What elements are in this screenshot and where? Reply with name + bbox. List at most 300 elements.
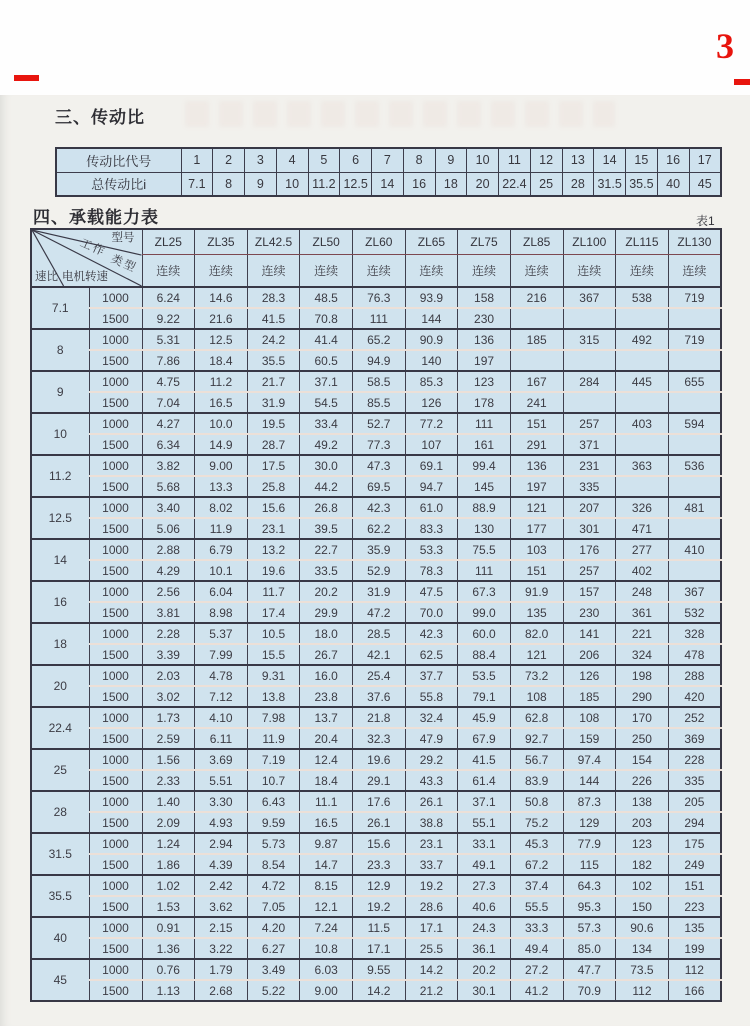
speed-ratio-cell: 11.2	[31, 455, 89, 497]
capacity-data-row	[31, 434, 721, 455]
capacity-value-cell: 10.8	[300, 938, 353, 959]
capacity-value-cell: 481	[668, 497, 721, 518]
capacity-data-row	[31, 770, 721, 791]
transmission-ratio-table	[55, 147, 722, 197]
page-number-fragment: 3	[716, 26, 734, 66]
motor-speed-cell: 1000	[89, 287, 142, 308]
speed-ratio-cell: 16	[31, 581, 89, 623]
capacity-data-row	[31, 623, 721, 644]
capacity-value-cell: 26.1	[405, 791, 458, 812]
capacity-value-cell: 206	[563, 644, 616, 665]
ratio-code-row	[56, 148, 721, 172]
capacity-value-cell: 39.5	[300, 518, 353, 539]
capacity-value-cell: 57.3	[563, 917, 616, 938]
motor-speed-cell: 1000	[89, 581, 142, 602]
capacity-value-cell: 31.9	[247, 392, 300, 413]
capacity-value-cell: 60.5	[300, 350, 353, 371]
capacity-value-cell: 315	[563, 329, 616, 350]
capacity-value-cell: 141	[563, 623, 616, 644]
capacity-value-cell: 1.02	[142, 875, 195, 896]
capacity-value-cell: 29.2	[405, 749, 458, 770]
capacity-value-cell: 221	[616, 623, 669, 644]
capacity-value-cell: 85.3	[405, 371, 458, 392]
capacity-data-row	[31, 518, 721, 539]
capacity-value-cell: 176	[563, 539, 616, 560]
capacity-value-cell: 77.9	[563, 833, 616, 854]
capacity-value-cell	[668, 518, 721, 539]
capacity-data-row	[31, 749, 721, 770]
capacity-value-cell: 532	[668, 602, 721, 623]
capacity-value-cell: 78.3	[405, 560, 458, 581]
duty-type-cell: 连续	[510, 254, 563, 287]
motor-speed-cell: 1000	[89, 539, 142, 560]
capacity-data-row	[31, 707, 721, 728]
capacity-value-cell: 37.7	[405, 665, 458, 686]
motor-speed-cell: 1500	[89, 476, 142, 497]
capacity-value-cell: 420	[668, 686, 721, 707]
capacity-value-cell: 67.9	[458, 728, 511, 749]
capacity-value-cell: 3.62	[195, 896, 248, 917]
corner-label-work-type-line1: 工作	[78, 237, 108, 260]
capacity-value-cell: 61.0	[405, 497, 458, 518]
total-ratio-cell: 40	[657, 172, 689, 196]
capacity-value-cell: 1.53	[142, 896, 195, 917]
capacity-value-cell: 47.2	[353, 602, 406, 623]
capacity-value-cell: 37.1	[458, 791, 511, 812]
speed-ratio-cell: 8	[31, 329, 89, 371]
capacity-value-cell: 94.9	[353, 350, 406, 371]
capacity-value-cell: 13.8	[247, 686, 300, 707]
capacity-value-cell: 10.5	[247, 623, 300, 644]
capacity-value-cell: 79.1	[458, 686, 511, 707]
capacity-value-cell: 11.9	[195, 518, 248, 539]
model-header-cell: ZL60	[353, 229, 406, 254]
capacity-data-row	[31, 497, 721, 518]
total-ratio-cell: 45	[689, 172, 721, 196]
capacity-value-cell: 50.8	[510, 791, 563, 812]
capacity-value-cell	[510, 350, 563, 371]
ratio-code-cell: 2	[213, 148, 245, 172]
capacity-value-cell: 42.3	[405, 623, 458, 644]
capacity-value-cell: 1.79	[195, 959, 248, 980]
capacity-value-cell: 5.73	[247, 833, 300, 854]
total-ratio-cell: 18	[435, 172, 467, 196]
capacity-value-cell: 11.5	[353, 917, 406, 938]
capacity-value-cell: 154	[616, 749, 669, 770]
capacity-value-cell	[563, 392, 616, 413]
capacity-value-cell: 144	[405, 308, 458, 329]
capacity-value-cell: 27.2	[510, 959, 563, 980]
motor-speed-cell: 1000	[89, 455, 142, 476]
capacity-value-cell: 3.81	[142, 602, 195, 623]
registration-mark-left-icon	[14, 75, 39, 81]
capacity-value-cell: 60.0	[458, 623, 511, 644]
model-header-cell: ZL130	[668, 229, 721, 254]
capacity-value-cell: 32.3	[353, 728, 406, 749]
capacity-value-cell: 123	[616, 833, 669, 854]
capacity-value-cell: 7.86	[142, 350, 195, 371]
capacity-value-cell: 216	[510, 287, 563, 308]
capacity-value-cell: 31.9	[353, 581, 406, 602]
capacity-value-cell: 6.03	[300, 959, 353, 980]
capacity-data-row	[31, 392, 721, 413]
motor-speed-cell: 1000	[89, 917, 142, 938]
capacity-value-cell: 17.1	[405, 917, 458, 938]
capacity-value-cell: 159	[563, 728, 616, 749]
capacity-value-cell: 10.7	[247, 770, 300, 791]
capacity-value-cell	[668, 350, 721, 371]
capacity-data-row	[31, 938, 721, 959]
capacity-value-cell: 64.3	[563, 875, 616, 896]
capacity-value-cell: 13.7	[300, 707, 353, 728]
capacity-value-cell: 8.54	[247, 854, 300, 875]
capacity-value-cell: 83.9	[510, 770, 563, 791]
capacity-value-cell: 151	[510, 560, 563, 581]
capacity-value-cell: 5.37	[195, 623, 248, 644]
capacity-value-cell: 13.2	[247, 539, 300, 560]
capacity-value-cell: 294	[668, 812, 721, 833]
corner-label-motor-speed: 电机转速	[62, 270, 108, 283]
corner-label-speed-ratio: 速比	[35, 270, 58, 283]
capacity-value-cell: 87.3	[563, 791, 616, 812]
capacity-value-cell: 115	[563, 854, 616, 875]
capacity-value-cell	[616, 392, 669, 413]
capacity-value-cell: 27.3	[458, 875, 511, 896]
capacity-value-cell: 41.5	[458, 749, 511, 770]
capacity-value-cell: 55.1	[458, 812, 511, 833]
capacity-value-cell: 85.0	[563, 938, 616, 959]
page-content	[0, 95, 750, 1026]
capacity-value-cell: 301	[563, 518, 616, 539]
capacity-value-cell: 136	[510, 455, 563, 476]
capacity-value-cell: 38.8	[405, 812, 458, 833]
capacity-value-cell: 21.2	[405, 980, 458, 1001]
capacity-value-cell: 53.3	[405, 539, 458, 560]
capacity-value-cell: 144	[563, 770, 616, 791]
capacity-data-row	[31, 665, 721, 686]
capacity-value-cell: 2.42	[195, 875, 248, 896]
capacity-value-cell: 4.93	[195, 812, 248, 833]
capacity-value-cell	[668, 392, 721, 413]
capacity-value-cell: 2.15	[195, 917, 248, 938]
ratio-code-cell: 13	[562, 148, 594, 172]
capacity-value-cell: 7.04	[142, 392, 195, 413]
ratio-code-cell: 10	[467, 148, 499, 172]
capacity-value-cell: 2.03	[142, 665, 195, 686]
capacity-value-cell: 291	[510, 434, 563, 455]
capacity-value-cell: 130	[458, 518, 511, 539]
capacity-value-cell: 135	[668, 917, 721, 938]
capacity-value-cell: 14.2	[405, 959, 458, 980]
table-corner-header	[31, 229, 142, 287]
capacity-value-cell: 369	[668, 728, 721, 749]
capacity-value-cell: 62.5	[405, 644, 458, 665]
capacity-value-cell: 111	[458, 560, 511, 581]
capacity-value-cell: 288	[668, 665, 721, 686]
capacity-value-cell: 228	[668, 749, 721, 770]
speed-ratio-cell: 14	[31, 539, 89, 581]
capacity-value-cell: 7.24	[300, 917, 353, 938]
table-number-note: 表1	[696, 214, 715, 228]
capacity-data-row	[31, 602, 721, 623]
capacity-value-cell: 324	[616, 644, 669, 665]
total-ratio-cell: 20	[467, 172, 499, 196]
motor-speed-cell: 1000	[89, 665, 142, 686]
capacity-value-cell: 290	[616, 686, 669, 707]
capacity-value-cell: 2.33	[142, 770, 195, 791]
capacity-value-cell: 182	[616, 854, 669, 875]
capacity-value-cell: 1.86	[142, 854, 195, 875]
capacity-value-cell: 594	[668, 413, 721, 434]
capacity-value-cell: 335	[668, 770, 721, 791]
speed-ratio-cell: 45	[31, 959, 89, 1001]
capacity-value-cell: 166	[668, 980, 721, 1001]
capacity-value-cell: 257	[563, 560, 616, 581]
capacity-value-cell: 226	[616, 770, 669, 791]
capacity-value-cell: 538	[616, 287, 669, 308]
capacity-value-cell: 70.0	[405, 602, 458, 623]
capacity-value-cell: 11.1	[300, 791, 353, 812]
capacity-value-cell: 655	[668, 371, 721, 392]
capacity-data-row	[31, 581, 721, 602]
speed-ratio-cell: 35.5	[31, 875, 89, 917]
capacity-value-cell: 5.68	[142, 476, 195, 497]
capacity-value-cell: 55.5	[510, 896, 563, 917]
motor-speed-cell: 1000	[89, 959, 142, 980]
capacity-value-cell	[668, 476, 721, 497]
capacity-data-row	[31, 686, 721, 707]
load-capacity-table	[30, 228, 722, 1002]
capacity-value-cell: 14.6	[195, 287, 248, 308]
capacity-value-cell: 205	[668, 791, 721, 812]
capacity-value-cell: 40.6	[458, 896, 511, 917]
capacity-value-cell: 231	[563, 455, 616, 476]
capacity-value-cell: 4.72	[247, 875, 300, 896]
duty-type-cell: 连续	[247, 254, 300, 287]
capacity-value-cell: 12.1	[300, 896, 353, 917]
capacity-value-cell: 28.3	[247, 287, 300, 308]
capacity-value-cell: 21.8	[353, 707, 406, 728]
capacity-value-cell: 371	[563, 434, 616, 455]
model-header-cell: ZL35	[195, 229, 248, 254]
capacity-value-cell	[668, 560, 721, 581]
duty-type-cell: 连续	[353, 254, 406, 287]
capacity-value-cell: 6.24	[142, 287, 195, 308]
motor-speed-cell: 1000	[89, 623, 142, 644]
capacity-value-cell: 14.7	[300, 854, 353, 875]
capacity-value-cell: 37.1	[300, 371, 353, 392]
model-header-cell: ZL85	[510, 229, 563, 254]
capacity-value-cell: 12.4	[300, 749, 353, 770]
capacity-value-cell: 478	[668, 644, 721, 665]
capacity-value-cell: 9.00	[300, 980, 353, 1001]
capacity-value-cell: 90.9	[405, 329, 458, 350]
capacity-value-cell: 25.5	[405, 938, 458, 959]
capacity-value-cell: 471	[616, 518, 669, 539]
capacity-data-row	[31, 371, 721, 392]
capacity-data-row	[31, 875, 721, 896]
capacity-value-cell: 230	[458, 308, 511, 329]
capacity-value-cell: 145	[458, 476, 511, 497]
capacity-value-cell: 335	[563, 476, 616, 497]
capacity-value-cell: 45.9	[458, 707, 511, 728]
capacity-value-cell: 5.06	[142, 518, 195, 539]
capacity-value-cell: 15.5	[247, 644, 300, 665]
capacity-value-cell: 82.0	[510, 623, 563, 644]
capacity-data-row	[31, 917, 721, 938]
capacity-value-cell: 77.2	[405, 413, 458, 434]
total-ratio-cell: 22.4	[499, 172, 531, 196]
capacity-value-cell: 83.3	[405, 518, 458, 539]
registration-mark-right-icon	[734, 79, 750, 85]
capacity-value-cell: 403	[616, 413, 669, 434]
capacity-value-cell	[668, 434, 721, 455]
capacity-value-cell: 58.5	[353, 371, 406, 392]
capacity-value-cell: 103	[510, 539, 563, 560]
speed-ratio-cell: 7.1	[31, 287, 89, 329]
capacity-value-cell: 9.55	[353, 959, 406, 980]
capacity-value-cell: 20.2	[300, 581, 353, 602]
capacity-value-cell: 49.1	[458, 854, 511, 875]
capacity-value-cell: 70.9	[563, 980, 616, 1001]
capacity-value-cell: 4.10	[195, 707, 248, 728]
capacity-value-cell	[616, 308, 669, 329]
capacity-data-row	[31, 896, 721, 917]
capacity-value-cell: 151	[668, 875, 721, 896]
capacity-value-cell: 249	[668, 854, 721, 875]
section-title-load-capacity: 四、承载能力表	[33, 208, 159, 227]
capacity-value-cell: 19.2	[353, 896, 406, 917]
capacity-value-cell: 12.5	[195, 329, 248, 350]
capacity-value-cell: 7.05	[247, 896, 300, 917]
motor-speed-cell: 1500	[89, 980, 142, 1001]
capacity-value-cell: 41.4	[300, 329, 353, 350]
capacity-value-cell: 9.87	[300, 833, 353, 854]
capacity-value-cell: 112	[668, 959, 721, 980]
capacity-value-cell: 185	[563, 686, 616, 707]
capacity-value-cell: 37.6	[353, 686, 406, 707]
ratio-code-cell: 16	[657, 148, 689, 172]
capacity-value-cell: 30.1	[458, 980, 511, 1001]
motor-speed-cell: 1000	[89, 329, 142, 350]
capacity-value-cell: 49.2	[300, 434, 353, 455]
ratio-code-cell: 11	[499, 148, 531, 172]
capacity-value-cell: 1.24	[142, 833, 195, 854]
capacity-value-cell: 16.5	[300, 812, 353, 833]
capacity-value-cell: 140	[405, 350, 458, 371]
capacity-value-cell: 4.29	[142, 560, 195, 581]
capacity-value-cell: 112	[616, 980, 669, 1001]
capacity-value-cell: 20.2	[458, 959, 511, 980]
capacity-value-cell: 29.1	[353, 770, 406, 791]
capacity-value-cell: 7.99	[195, 644, 248, 665]
capacity-value-cell: 410	[668, 539, 721, 560]
capacity-value-cell: 8.15	[300, 875, 353, 896]
total-ratio-cell: 8	[213, 172, 245, 196]
capacity-value-cell: 250	[616, 728, 669, 749]
capacity-value-cell: 121	[510, 644, 563, 665]
capacity-value-cell: 8.02	[195, 497, 248, 518]
capacity-value-cell: 93.9	[405, 287, 458, 308]
capacity-value-cell: 2.28	[142, 623, 195, 644]
speed-ratio-cell: 18	[31, 623, 89, 665]
capacity-value-cell: 135	[510, 602, 563, 623]
capacity-value-cell: 6.04	[195, 581, 248, 602]
capacity-value-cell: 4.27	[142, 413, 195, 434]
ratio-code-cell: 1	[181, 148, 213, 172]
capacity-value-cell: 197	[510, 476, 563, 497]
motor-speed-cell: 1000	[89, 497, 142, 518]
capacity-value-cell: 178	[458, 392, 511, 413]
total-ratio-cell: 25	[530, 172, 562, 196]
capacity-value-cell: 75.2	[510, 812, 563, 833]
capacity-value-cell: 56.7	[510, 749, 563, 770]
capacity-value-cell: 42.1	[353, 644, 406, 665]
capacity-value-cell: 2.88	[142, 539, 195, 560]
total-ratio-cell: 7.1	[181, 172, 213, 196]
capacity-value-cell: 328	[668, 623, 721, 644]
capacity-value-cell: 47.5	[405, 581, 458, 602]
capacity-value-cell: 69.1	[405, 455, 458, 476]
capacity-value-cell: 23.3	[353, 854, 406, 875]
capacity-value-cell: 25.8	[247, 476, 300, 497]
total-ratio-cell: 31.5	[594, 172, 626, 196]
capacity-value-cell: 54.5	[300, 392, 353, 413]
capacity-data-row	[31, 329, 721, 350]
capacity-value-cell: 1.73	[142, 707, 195, 728]
ratio-code-cell: 17	[689, 148, 721, 172]
motor-speed-cell: 1500	[89, 854, 142, 875]
capacity-value-cell	[616, 476, 669, 497]
capacity-value-cell: 44.2	[300, 476, 353, 497]
capacity-value-cell: 3.49	[247, 959, 300, 980]
duty-type-cell: 连续	[142, 254, 195, 287]
capacity-value-cell: 134	[616, 938, 669, 959]
ratio-code-cell: 14	[594, 148, 626, 172]
capacity-value-cell: 108	[510, 686, 563, 707]
speed-ratio-cell: 12.5	[31, 497, 89, 539]
capacity-value-cell: 10.1	[195, 560, 248, 581]
capacity-value-cell: 47.9	[405, 728, 458, 749]
capacity-value-cell: 158	[458, 287, 511, 308]
speed-ratio-cell: 22.4	[31, 707, 89, 749]
capacity-value-cell: 252	[668, 707, 721, 728]
capacity-data-row	[31, 644, 721, 665]
capacity-value-cell: 67.3	[458, 581, 511, 602]
capacity-value-cell: 5.51	[195, 770, 248, 791]
ratio-code-cell: 8	[403, 148, 435, 172]
duty-type-cell: 连续	[405, 254, 458, 287]
capacity-value-cell: 77.3	[353, 434, 406, 455]
speed-ratio-cell: 31.5	[31, 833, 89, 875]
capacity-value-cell: 150	[616, 896, 669, 917]
capacity-value-cell: 175	[668, 833, 721, 854]
capacity-value-cell: 35.9	[353, 539, 406, 560]
speed-ratio-cell: 20	[31, 665, 89, 707]
capacity-value-cell: 30.0	[300, 455, 353, 476]
motor-speed-cell: 1500	[89, 518, 142, 539]
capacity-value-cell: 43.3	[405, 770, 458, 791]
capacity-data-row	[31, 287, 721, 308]
capacity-value-cell: 3.22	[195, 938, 248, 959]
motor-speed-cell: 1500	[89, 938, 142, 959]
capacity-value-cell: 136	[458, 329, 511, 350]
capacity-value-cell: 277	[616, 539, 669, 560]
capacity-value-cell: 11.7	[247, 581, 300, 602]
capacity-value-cell: 8.98	[195, 602, 248, 623]
capacity-value-cell: 223	[668, 896, 721, 917]
capacity-value-cell: 9.00	[195, 455, 248, 476]
